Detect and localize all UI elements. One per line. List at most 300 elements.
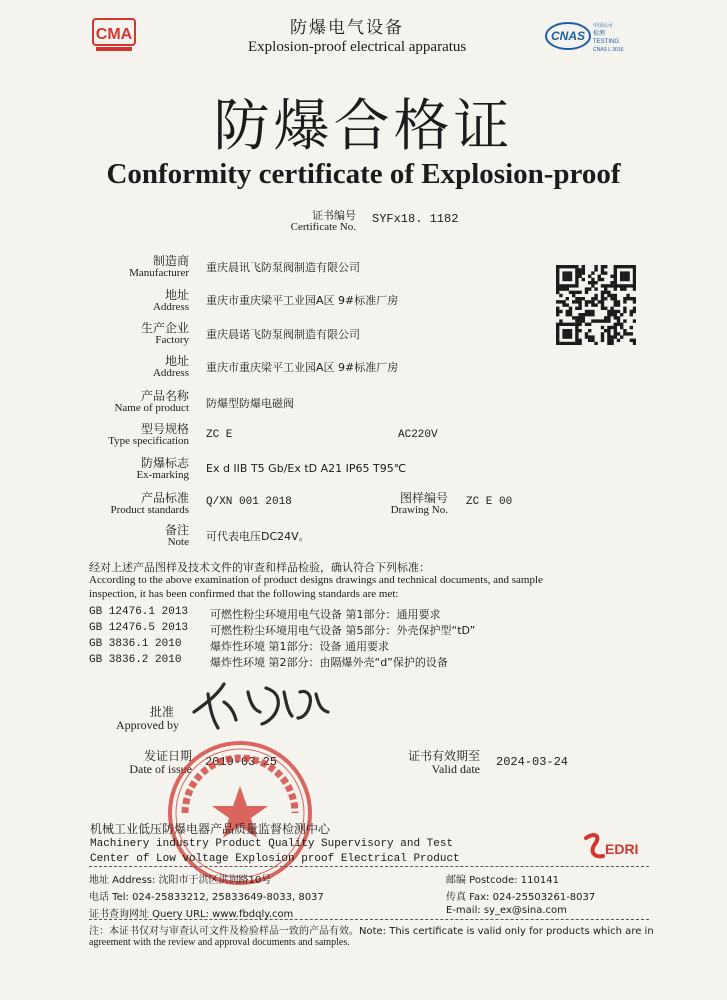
qr-module <box>601 326 604 329</box>
qr-module <box>614 313 617 316</box>
qr-module <box>614 300 617 303</box>
qr-module <box>585 335 588 338</box>
qr-module <box>572 300 575 303</box>
qr-module <box>614 329 617 332</box>
qr-module <box>614 287 617 290</box>
qr-module <box>601 335 604 338</box>
cma-text: CMA <box>95 26 133 43</box>
qr-module <box>601 339 604 342</box>
qr-module <box>601 278 604 281</box>
qr-module <box>610 342 613 345</box>
qr-module <box>633 300 636 303</box>
qr-module <box>591 335 594 338</box>
qr-module <box>614 278 617 281</box>
qr-module <box>594 297 597 300</box>
qr-module <box>578 342 581 345</box>
qr-module <box>578 313 581 316</box>
qr-module <box>630 332 633 335</box>
qr-module <box>559 300 562 303</box>
standard-code: GB 3836.1 2010 <box>89 638 182 650</box>
qr-module <box>585 310 588 313</box>
standard-text: 可燃性粉尘环境用电气设备 第5部分：外壳保护型“tD” <box>210 624 476 637</box>
qr-module <box>610 313 613 316</box>
qr-module <box>569 342 572 345</box>
qr-module <box>633 281 636 284</box>
type-spec-value: ZC E <box>206 429 233 441</box>
edri-text: EDRI <box>605 841 639 857</box>
qr-module <box>566 310 569 313</box>
header-en-title: Explosion-proof electrical apparatus <box>248 39 467 55</box>
qr-module <box>601 284 604 287</box>
qr-module <box>617 323 620 326</box>
ex-marking-value: Ex d IIB T5 Gb/Ex tD A21 IP65 T95℃ <box>206 462 407 475</box>
qr-module <box>556 268 559 271</box>
qr-module <box>607 332 610 335</box>
manufacturer-value: 重庆晨讯飞防泵阀制造有限公司 <box>206 261 360 274</box>
qr-module <box>601 303 604 306</box>
qr-module <box>617 265 620 268</box>
qr-module <box>607 316 610 319</box>
qr-module <box>614 284 617 287</box>
qr-module <box>617 319 620 322</box>
qr-module <box>594 303 597 306</box>
qr-module <box>575 319 578 322</box>
statement-cn: 经对上述产品图样及技术文件的审查和样品检验，确认符合下列标准： <box>89 561 430 574</box>
certificate-no-label-en: Certificate No. <box>290 221 356 233</box>
issue-date-label-en: Date of issue <box>129 762 192 776</box>
qr-module <box>620 284 623 287</box>
qr-module <box>588 339 591 342</box>
qr-module <box>594 287 597 290</box>
qr-module <box>572 294 575 297</box>
qr-module <box>623 332 626 335</box>
qr-module <box>578 271 581 274</box>
qr-module <box>572 342 575 345</box>
qr-module <box>559 310 562 313</box>
qr-module <box>626 294 629 297</box>
qr-module <box>614 316 617 319</box>
factory-value: 重庆晨诺飞防泵阀制造有限公司 <box>206 328 360 341</box>
issue-date-value: 2019-03-25 <box>205 755 278 769</box>
center-name-cn: 机械工业低压防爆电器产品质量监督检测中心 <box>90 822 331 836</box>
qr-module <box>588 323 591 326</box>
qr-module <box>594 268 597 271</box>
qr-module <box>556 275 559 278</box>
field-label-cn: 地址 <box>164 288 189 302</box>
qr-module <box>626 332 629 335</box>
qr-module <box>604 307 607 310</box>
standard-code: GB 12476.5 2013 <box>89 622 189 634</box>
qr-module <box>630 326 633 329</box>
field-label-en: Address <box>152 301 189 313</box>
qr-module <box>569 291 572 294</box>
qr-module <box>633 342 636 345</box>
qr-module <box>556 287 559 290</box>
qr-module <box>620 275 623 278</box>
qr-module <box>569 278 572 281</box>
qr-module <box>604 271 607 274</box>
qr-module <box>614 326 617 329</box>
qr-module <box>588 287 591 290</box>
qr-module <box>556 291 559 294</box>
qr-module <box>591 300 594 303</box>
qr-module <box>575 316 578 319</box>
qr-module <box>607 291 610 294</box>
qr-module <box>575 291 578 294</box>
qr-module <box>614 303 617 306</box>
product-standards-value: Q/XN 001 2018 <box>206 496 292 508</box>
qr-module <box>614 268 617 271</box>
qr-module <box>556 281 559 284</box>
qr-module <box>556 310 559 313</box>
page-title-cn: 防爆合格证 <box>213 94 514 159</box>
qr-module <box>559 265 562 268</box>
qr-module <box>630 310 633 313</box>
qr-module <box>614 265 617 268</box>
qr-module <box>601 307 604 310</box>
svg-text:TESTING: TESTING <box>593 39 620 45</box>
contact-tel: 电话 Tel: 024-25833212, 25833649-8033, 8037 <box>89 892 324 903</box>
qr-module <box>623 275 626 278</box>
qr-module <box>566 278 569 281</box>
qr-module <box>591 319 594 322</box>
field-label-en: Note <box>167 536 189 548</box>
qr-module <box>588 300 591 303</box>
qr-module <box>578 303 581 306</box>
qr-module <box>559 287 562 290</box>
qr-module <box>572 316 575 319</box>
qr-module <box>607 294 610 297</box>
qr-module <box>614 335 617 338</box>
qr-module <box>588 335 591 338</box>
qr-module <box>594 319 597 322</box>
qr-module <box>562 265 565 268</box>
approved-label-cn: 批准 <box>150 705 175 719</box>
qr-module <box>562 303 565 306</box>
qr-module <box>569 313 572 316</box>
field-label-cn: 产品标准 <box>140 491 189 505</box>
qr-module <box>572 284 575 287</box>
qr-module <box>623 265 626 268</box>
voltage-value: AC220V <box>398 429 438 441</box>
field-label-en: Ex-marking <box>136 469 189 481</box>
qr-module <box>633 271 636 274</box>
standard-text: 爆炸性环境 第1部分：设备 通用要求 <box>210 640 389 653</box>
qr-module <box>617 310 620 313</box>
signature <box>188 672 338 734</box>
qr-module <box>630 265 633 268</box>
qr-module <box>617 284 620 287</box>
qr-module <box>585 303 588 306</box>
qr-module <box>604 319 607 322</box>
drawing-no-value: ZC E 00 <box>466 496 513 508</box>
qr-module <box>566 332 569 335</box>
qr-module <box>614 281 617 284</box>
edri-logo <box>583 832 645 862</box>
qr-module <box>566 313 569 316</box>
qr-module <box>562 271 565 274</box>
qr-module <box>610 284 613 287</box>
qr-module <box>569 307 572 310</box>
qr-module <box>633 275 636 278</box>
qr-module <box>575 265 578 268</box>
qr-module <box>578 268 581 271</box>
qr-module <box>578 297 581 300</box>
qr-module <box>562 342 565 345</box>
contact-url: 证书查询网址 Query URL: www.fbdqly.com <box>89 909 294 920</box>
center-name-en-line2: Center of Low voltage Explosion proof Electrical Product <box>90 853 460 865</box>
qr-module <box>601 271 604 274</box>
field-label-en: Factory <box>155 334 189 346</box>
certificate-number: SYFx18. 1182 <box>372 212 459 226</box>
qr-module <box>566 329 569 332</box>
valid-date-label-en: Valid date <box>431 762 480 776</box>
qr-module <box>585 287 588 290</box>
qr-module <box>556 265 559 268</box>
qr-module <box>591 284 594 287</box>
qr-module <box>562 284 565 287</box>
qr-module <box>610 275 613 278</box>
qr-module <box>614 294 617 297</box>
qr-module <box>604 291 607 294</box>
qr-module <box>575 297 578 300</box>
qr-module <box>630 339 633 342</box>
qr-module <box>562 329 565 332</box>
qr-module <box>591 297 594 300</box>
qr-module <box>610 281 613 284</box>
qr-module <box>604 329 607 332</box>
qr-code <box>556 265 636 345</box>
qr-module <box>630 297 633 300</box>
qr-module <box>610 297 613 300</box>
qr-module <box>623 319 626 322</box>
qr-module <box>569 271 572 274</box>
qr-module <box>614 332 617 335</box>
qr-module <box>601 268 604 271</box>
qr-module <box>604 316 607 319</box>
qr-module <box>566 284 569 287</box>
qr-module <box>633 287 636 290</box>
qr-module <box>617 332 620 335</box>
qr-module <box>620 335 623 338</box>
qr-module <box>556 332 559 335</box>
qr-module <box>591 278 594 281</box>
qr-module <box>566 323 569 326</box>
cnas-logo <box>545 18 645 54</box>
qr-module <box>566 287 569 290</box>
contact-email: E-mail: sy_ex@sina.com <box>446 905 567 916</box>
qr-module <box>591 313 594 316</box>
qr-module <box>626 275 629 278</box>
qr-module <box>607 342 610 345</box>
qr-module <box>559 342 562 345</box>
qr-module <box>591 310 594 313</box>
qr-module <box>620 323 623 326</box>
qr-module <box>562 275 565 278</box>
qr-module <box>617 339 620 342</box>
qr-module <box>601 297 604 300</box>
qr-module <box>623 297 626 300</box>
field-label-cn: 产品名称 <box>140 389 189 403</box>
qr-module <box>569 265 572 268</box>
qr-module <box>623 329 626 332</box>
qr-module <box>566 335 569 338</box>
address-value: 重庆市重庆梁平工业园A区 9#标准厂房 <box>206 294 399 307</box>
factory-address-value: 重庆市重庆梁平工业园A区 9#标准厂房 <box>206 361 399 374</box>
qr-module <box>626 265 629 268</box>
qr-module <box>607 310 610 313</box>
footnote-line1: 注：本证书仅对与审查认可文件及检验样品一致的产品有效。Note: This certificate is valid only for products which are in <box>89 926 654 937</box>
field-label-en: Product standards <box>110 504 189 516</box>
standard-text: 爆炸性环境 第2部分：由隔爆外壳“d”保护的设备 <box>210 656 448 669</box>
qr-module <box>620 265 623 268</box>
qr-module <box>633 268 636 271</box>
issue-date-label-cn: 发证日期 <box>143 749 192 763</box>
qr-module <box>601 265 604 268</box>
qr-module <box>633 278 636 281</box>
qr-module <box>575 278 578 281</box>
product-name-value: 防爆型防爆电磁阀 <box>206 397 294 410</box>
qr-module <box>582 316 585 319</box>
qr-module <box>607 319 610 322</box>
qr-module <box>585 332 588 335</box>
qr-module <box>566 303 569 306</box>
qr-module <box>607 329 610 332</box>
qr-module <box>591 339 594 342</box>
svg-text:检测: 检测 <box>593 30 606 37</box>
qr-module <box>582 313 585 316</box>
qr-module <box>591 271 594 274</box>
field-label-en: Name of product <box>114 402 189 414</box>
qr-module <box>633 310 636 313</box>
standard-code: GB 3836.2 2010 <box>89 654 182 666</box>
center-name-en-line1: Machinery industry Product Quality Supervisory and Test <box>90 838 454 850</box>
qr-module <box>556 329 559 332</box>
qr-module <box>607 339 610 342</box>
qr-module <box>566 275 569 278</box>
svg-text:中国认可: 中国认可 <box>593 23 614 29</box>
qr-module <box>620 326 623 329</box>
qr-module <box>591 303 594 306</box>
qr-module <box>556 307 559 310</box>
qr-module <box>610 310 613 313</box>
qr-module <box>623 271 626 274</box>
drawing-label-en: Drawing No. <box>390 504 448 516</box>
qr-module <box>578 316 581 319</box>
qr-module <box>566 297 569 300</box>
qr-module <box>633 307 636 310</box>
qr-module <box>598 300 601 303</box>
qr-module <box>610 307 613 310</box>
qr-module <box>582 297 585 300</box>
statement-en-line2: inspection, it has been confirmed that the following standards are met: <box>89 588 399 600</box>
qr-module <box>575 271 578 274</box>
qr-module <box>585 291 588 294</box>
qr-module <box>582 319 585 322</box>
qr-module <box>578 275 581 278</box>
qr-module <box>578 339 581 342</box>
qr-module <box>556 335 559 338</box>
qr-module <box>556 271 559 274</box>
qr-module <box>562 287 565 290</box>
qr-module <box>582 265 585 268</box>
qr-module <box>630 284 633 287</box>
qr-module <box>569 329 572 332</box>
qr-module <box>575 307 578 310</box>
qr-module <box>569 335 572 338</box>
qr-module <box>556 278 559 281</box>
header-cn-title: 防爆电气设备 <box>290 18 404 38</box>
qr-module <box>601 319 604 322</box>
qr-module <box>598 278 601 281</box>
qr-module <box>610 339 613 342</box>
qr-module <box>604 265 607 268</box>
qr-module <box>578 329 581 332</box>
qr-module <box>575 275 578 278</box>
qr-module <box>588 281 591 284</box>
qr-module <box>582 278 585 281</box>
qr-module <box>617 316 620 319</box>
qr-module <box>623 284 626 287</box>
qr-module <box>633 265 636 268</box>
qr-module <box>614 275 617 278</box>
contact-divider-bottom <box>89 919 649 920</box>
qr-module <box>610 326 613 329</box>
qr-module <box>556 284 559 287</box>
qr-module <box>623 307 626 310</box>
qr-module <box>594 265 597 268</box>
qr-module <box>575 323 578 326</box>
qr-module <box>578 307 581 310</box>
qr-module <box>556 300 559 303</box>
qr-module <box>588 329 591 332</box>
qr-module <box>604 297 607 300</box>
field-label-en: Address <box>152 367 189 379</box>
qr-module <box>601 300 604 303</box>
qr-module <box>585 323 588 326</box>
qr-module <box>569 323 572 326</box>
qr-module <box>569 275 572 278</box>
qr-module <box>562 323 565 326</box>
qr-module <box>569 310 572 313</box>
qr-module <box>630 313 633 316</box>
field-label-cn: 防爆标志 <box>140 456 189 470</box>
qr-module <box>566 342 569 345</box>
qr-module <box>588 275 591 278</box>
field-label-cn: 型号规格 <box>140 422 189 436</box>
qr-module <box>626 284 629 287</box>
statement-en-line1: According to the above examination of product designs drawings and technical documents, and sample <box>89 574 543 586</box>
qr-module <box>578 291 581 294</box>
qr-module <box>594 281 597 284</box>
qr-module <box>623 310 626 313</box>
svg-text:CNAS L 3016: CNAS L 3016 <box>593 47 624 53</box>
qr-module <box>607 335 610 338</box>
qr-module <box>556 313 559 316</box>
qr-module <box>601 332 604 335</box>
qr-module <box>617 303 620 306</box>
field-label-cn: 制造商 <box>152 254 189 268</box>
qr-module <box>626 297 629 300</box>
qr-module <box>578 319 581 322</box>
qr-module <box>562 335 565 338</box>
qr-module <box>572 265 575 268</box>
qr-module <box>633 319 636 322</box>
qr-module <box>562 278 565 281</box>
qr-module <box>559 294 562 297</box>
qr-module <box>566 265 569 268</box>
standard-text: 可燃性粉尘环境用电气设备 第1部分：通用要求 <box>210 608 441 621</box>
